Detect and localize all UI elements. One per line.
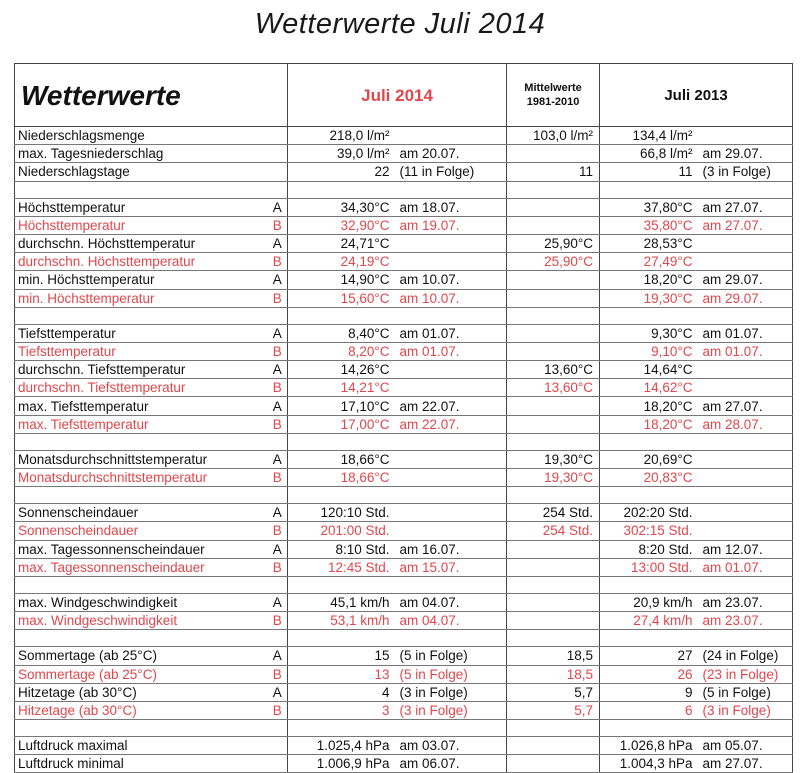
juli-2014-value: 14,90°C: [288, 271, 392, 289]
juli-2014-value: 12:45 Std.: [288, 558, 392, 576]
juli-2014-value: 14,21°C: [288, 379, 392, 397]
spacer-cell: [288, 307, 392, 324]
juli-2014-note: am 01.07.: [392, 324, 507, 342]
juli-2014-note: [392, 522, 507, 540]
spacer-row: [15, 576, 793, 593]
juli-2013-note: [695, 127, 793, 145]
row-label: Niederschlagstage: [15, 163, 268, 181]
spacer-cell: [392, 720, 507, 737]
spacer-cell: [288, 576, 392, 593]
juli-2014-note: am 16.07.: [392, 540, 507, 558]
juli-2013-note: am 27.07.: [695, 755, 793, 773]
station-code: A: [268, 450, 288, 468]
spacer-cell: [600, 433, 695, 450]
spacer-cell: [695, 630, 793, 647]
juli-2013-note: (5 in Folge): [695, 683, 793, 701]
table-row: [15, 127, 793, 145]
row-label: min. Höchsttemperatur: [15, 289, 268, 307]
juli-2013-value: 20,9 km/h: [600, 593, 695, 611]
row-label: Tiefsttemperatur: [15, 324, 268, 342]
juli-2013-note: am 23.07.: [695, 593, 793, 611]
spacer-cell: [600, 181, 695, 198]
spacer-cell: [268, 307, 288, 324]
row-label: Sommertage (ab 25°C): [15, 647, 268, 665]
juli-2013-note: (23 in Folge): [695, 665, 793, 683]
station-code: B: [268, 612, 288, 630]
mittelwert-value: [507, 755, 600, 773]
table-row: [15, 163, 793, 181]
juli-2014-note: (3 in Folge): [392, 701, 507, 719]
juli-2013-note: am 01.07.: [695, 342, 793, 360]
juli-2014-note: am 01.07.: [392, 342, 507, 360]
spacer-cell: [288, 630, 392, 647]
table-row: [15, 379, 793, 397]
spacer-cell: [507, 433, 600, 450]
mittelwert-value: 19,30°C: [507, 469, 600, 487]
spacer-cell: [15, 307, 268, 324]
juli-2013-note: [695, 469, 793, 487]
spacer-cell: [392, 487, 507, 504]
juli-2014-value: 17,00°C: [288, 415, 392, 433]
weather-table-body: [15, 64, 793, 773]
juli-2014-note: [392, 234, 507, 252]
station-code: B: [268, 289, 288, 307]
header-juli-2013: Juli 2013: [600, 64, 793, 127]
spacer-cell: [268, 181, 288, 198]
mittelwert-value: [507, 415, 600, 433]
row-label: Hitzetage (ab 30°C): [15, 701, 268, 719]
juli-2014-value: 1.025,4 hPa: [288, 737, 392, 755]
mittelwert-value: 19,30°C: [507, 450, 600, 468]
juli-2013-note: am 05.07.: [695, 737, 793, 755]
spacer-row: [15, 307, 793, 324]
juli-2014-value: 218,0 l/m²: [288, 127, 392, 145]
row-label: Sonnenscheindauer: [15, 522, 268, 540]
row-label: Monatsdurchschnittstemperatur: [15, 469, 268, 487]
juli-2013-note: [695, 361, 793, 379]
mittelwert-value: 103,0 l/m²: [507, 127, 600, 145]
spacer-cell: [392, 181, 507, 198]
juli-2013-note: am 27.07.: [695, 198, 793, 216]
juli-2014-value: 17,10°C: [288, 397, 392, 415]
station-code: B: [268, 216, 288, 234]
station-code: B: [268, 342, 288, 360]
spacer-cell: [695, 720, 793, 737]
juli-2014-note: [392, 469, 507, 487]
juli-2013-note: am 01.07.: [695, 324, 793, 342]
table-row: [15, 324, 793, 342]
row-label: Monatsdurchschnittstemperatur: [15, 450, 268, 468]
juli-2014-value: 45,1 km/h: [288, 593, 392, 611]
station-code: [268, 145, 288, 163]
mittelwert-value: 18,5: [507, 647, 600, 665]
table-row: [15, 289, 793, 307]
juli-2013-value: 6: [600, 701, 695, 719]
table-row: [15, 665, 793, 683]
table-row: [15, 504, 793, 522]
mittelwert-value: [507, 145, 600, 163]
juli-2013-note: am 12.07.: [695, 540, 793, 558]
juli-2014-note: am 10.07.: [392, 271, 507, 289]
juli-2014-value: 4: [288, 683, 392, 701]
mittelwert-value: [507, 593, 600, 611]
juli-2014-note: [392, 127, 507, 145]
spacer-cell: [600, 307, 695, 324]
station-code: B: [268, 253, 288, 271]
station-code: [268, 127, 288, 145]
table-row: [15, 737, 793, 755]
spacer-cell: [392, 576, 507, 593]
table-row: [15, 683, 793, 701]
mittelwert-value: 5,7: [507, 701, 600, 719]
juli-2014-note: [392, 379, 507, 397]
row-label: max. Tagessonnenscheindauer: [15, 540, 268, 558]
mittelwert-value: 13,60°C: [507, 379, 600, 397]
station-code: A: [268, 397, 288, 415]
juli-2013-value: 8:20 Std.: [600, 540, 695, 558]
station-code: B: [268, 558, 288, 576]
spacer-cell: [695, 433, 793, 450]
mittelwert-value: [507, 737, 600, 755]
table-row: [15, 647, 793, 665]
juli-2013-value: 1.004,3 hPa: [600, 755, 695, 773]
table-row: [15, 540, 793, 558]
station-code: [268, 755, 288, 773]
table-row: [15, 558, 793, 576]
juli-2013-value: 9,10°C: [600, 342, 695, 360]
spacer-cell: [268, 630, 288, 647]
table-row: [15, 271, 793, 289]
row-label: durchschn. Tiefsttemperatur: [15, 379, 268, 397]
spacer-cell: [288, 487, 392, 504]
row-label: Höchsttemperatur: [15, 216, 268, 234]
station-code: B: [268, 379, 288, 397]
station-code: A: [268, 504, 288, 522]
station-code: A: [268, 324, 288, 342]
table-row: [15, 415, 793, 433]
juli-2013-value: 19,30°C: [600, 289, 695, 307]
juli-2014-note: [392, 361, 507, 379]
row-label: Luftdruck maximal: [15, 737, 268, 755]
station-code: B: [268, 415, 288, 433]
juli-2013-note: [695, 253, 793, 271]
spacer-row: [15, 181, 793, 198]
juli-2013-value: 27: [600, 647, 695, 665]
spacer-cell: [507, 307, 600, 324]
juli-2013-value: 9: [600, 683, 695, 701]
table-row: [15, 469, 793, 487]
juli-2014-note: [392, 253, 507, 271]
spacer-cell: [288, 433, 392, 450]
juli-2014-value: 22: [288, 163, 392, 181]
juli-2013-value: 37,80°C: [600, 198, 695, 216]
juli-2013-value: 202:20 Std.: [600, 504, 695, 522]
spacer-cell: [268, 576, 288, 593]
spacer-cell: [15, 630, 268, 647]
juli-2014-value: 18,66°C: [288, 450, 392, 468]
juli-2014-value: 15,60°C: [288, 289, 392, 307]
spacer-cell: [268, 720, 288, 737]
table-row: [15, 361, 793, 379]
spacer-cell: [392, 630, 507, 647]
table-row: [15, 253, 793, 271]
juli-2013-note: [695, 234, 793, 252]
juli-2013-note: am 01.07.: [695, 558, 793, 576]
juli-2014-note: (5 in Folge): [392, 665, 507, 683]
spacer-cell: [15, 720, 268, 737]
row-label: min. Höchsttemperatur: [15, 271, 268, 289]
mittelwert-value: 13,60°C: [507, 361, 600, 379]
row-label: durchschn. Höchsttemperatur: [15, 253, 268, 271]
station-code: A: [268, 593, 288, 611]
row-label: durchschn. Höchsttemperatur: [15, 234, 268, 252]
row-label: max. Tagesniederschlag: [15, 145, 268, 163]
station-code: A: [268, 271, 288, 289]
spacer-cell: [600, 720, 695, 737]
juli-2013-note: [695, 379, 793, 397]
spacer-cell: [15, 487, 268, 504]
juli-2013-note: am 27.07.: [695, 397, 793, 415]
juli-2013-note: am 27.07.: [695, 216, 793, 234]
weather-table: [14, 63, 793, 773]
juli-2013-note: (3 in Folge): [695, 163, 793, 181]
station-code: B: [268, 469, 288, 487]
juli-2014-value: 18,66°C: [288, 469, 392, 487]
juli-2014-value: 24,71°C: [288, 234, 392, 252]
juli-2013-value: 27,4 km/h: [600, 612, 695, 630]
header-mittelwerte-label: Mittelwerte: [524, 82, 582, 94]
header-mittelwerte-period: 1981-2010: [526, 96, 580, 108]
juli-2014-value: 39,0 l/m²: [288, 145, 392, 163]
mittelwert-value: [507, 271, 600, 289]
mittelwert-value: 5,7: [507, 683, 600, 701]
table-row: [15, 216, 793, 234]
station-code: B: [268, 522, 288, 540]
juli-2013-value: 13:00 Std.: [600, 558, 695, 576]
spacer-cell: [288, 720, 392, 737]
juli-2014-note: am 20.07.: [392, 145, 507, 163]
juli-2013-value: 11: [600, 163, 695, 181]
juli-2013-value: 20,83°C: [600, 469, 695, 487]
table-row: [15, 593, 793, 611]
spacer-cell: [695, 576, 793, 593]
juli-2014-note: [392, 450, 507, 468]
juli-2014-value: 13: [288, 665, 392, 683]
juli-2013-note: (3 in Folge): [695, 701, 793, 719]
table-row: [15, 701, 793, 719]
juli-2014-value: 8,40°C: [288, 324, 392, 342]
row-label: Sonnenscheindauer: [15, 504, 268, 522]
spacer-cell: [695, 487, 793, 504]
juli-2013-value: 9,30°C: [600, 324, 695, 342]
table-row: [15, 755, 793, 773]
mittelwert-value: [507, 612, 600, 630]
mittelwert-value: [507, 342, 600, 360]
juli-2013-note: am 28.07.: [695, 415, 793, 433]
spacer-row: [15, 433, 793, 450]
juli-2014-note: am 10.07.: [392, 289, 507, 307]
juli-2013-value: 66,8 l/m²: [600, 145, 695, 163]
juli-2014-value: 15: [288, 647, 392, 665]
row-label: Hitzetage (ab 30°C): [15, 683, 268, 701]
row-label: Tiefsttemperatur: [15, 342, 268, 360]
mittelwert-value: [507, 397, 600, 415]
station-code: A: [268, 683, 288, 701]
table-row: [15, 145, 793, 163]
spacer-cell: [507, 181, 600, 198]
row-label: max. Windgeschwindigkeit: [15, 612, 268, 630]
juli-2013-note: [695, 504, 793, 522]
juli-2013-value: 18,20°C: [600, 415, 695, 433]
spacer-cell: [507, 487, 600, 504]
juli-2013-value: 20,69°C: [600, 450, 695, 468]
row-label: Luftdruck minimal: [15, 755, 268, 773]
spacer-cell: [392, 307, 507, 324]
juli-2014-note: am 15.07.: [392, 558, 507, 576]
mittelwert-value: [507, 540, 600, 558]
row-label: durchschn. Tiefsttemperatur: [15, 361, 268, 379]
mittelwert-value: 254 Std.: [507, 504, 600, 522]
table-header-row: [15, 64, 793, 127]
juli-2014-note: (3 in Folge): [392, 683, 507, 701]
juli-2014-value: 1.006,9 hPa: [288, 755, 392, 773]
juli-2014-value: 32,90°C: [288, 216, 392, 234]
row-label: max. Tiefsttemperatur: [15, 415, 268, 433]
juli-2014-note: (11 in Folge): [392, 163, 507, 181]
spacer-row: [15, 720, 793, 737]
table-row: [15, 342, 793, 360]
spacer-cell: [15, 181, 268, 198]
juli-2014-value: 53,1 km/h: [288, 612, 392, 630]
station-code: A: [268, 198, 288, 216]
spacer-cell: [507, 576, 600, 593]
spacer-row: [15, 487, 793, 504]
mittelwert-value: 25,90°C: [507, 253, 600, 271]
juli-2014-value: 201:00 Std.: [288, 522, 392, 540]
juli-2013-note: (24 in Folge): [695, 647, 793, 665]
spacer-cell: [15, 576, 268, 593]
spacer-cell: [392, 433, 507, 450]
juli-2013-value: 26: [600, 665, 695, 683]
juli-2014-note: am 18.07.: [392, 198, 507, 216]
juli-2014-note: [392, 504, 507, 522]
juli-2014-value: 3: [288, 701, 392, 719]
juli-2013-value: 27,49°C: [600, 253, 695, 271]
juli-2013-value: 18,20°C: [600, 271, 695, 289]
row-label: max. Tiefsttemperatur: [15, 397, 268, 415]
spacer-cell: [600, 630, 695, 647]
juli-2013-value: 35,80°C: [600, 216, 695, 234]
spacer-row: [15, 630, 793, 647]
juli-2014-value: 34,30°C: [288, 198, 392, 216]
juli-2013-value: 18,20°C: [600, 397, 695, 415]
header-mittelwerte: [507, 64, 600, 127]
juli-2014-value: 8,20°C: [288, 342, 392, 360]
mittelwert-value: [507, 198, 600, 216]
juli-2014-note: am 04.07.: [392, 593, 507, 611]
row-label: max. Windgeschwindigkeit: [15, 593, 268, 611]
juli-2014-value: 8:10 Std.: [288, 540, 392, 558]
row-label: max. Tagessonnenscheindauer: [15, 558, 268, 576]
mittelwert-value: [507, 216, 600, 234]
juli-2013-value: 1.026,8 hPa: [600, 737, 695, 755]
juli-2013-note: [695, 522, 793, 540]
table-row: [15, 522, 793, 540]
spacer-cell: [507, 630, 600, 647]
juli-2014-value: 24,19°C: [288, 253, 392, 271]
juli-2014-note: am 22.07.: [392, 397, 507, 415]
header-wetterwerte: Wetterwerte: [15, 64, 288, 127]
juli-2013-value: 134,4 l/m²: [600, 127, 695, 145]
spacer-cell: [600, 576, 695, 593]
juli-2013-note: [695, 450, 793, 468]
spacer-cell: [695, 181, 793, 198]
row-label: Sommertage (ab 25°C): [15, 665, 268, 683]
station-code: A: [268, 647, 288, 665]
juli-2013-note: am 23.07.: [695, 612, 793, 630]
juli-2013-note: am 29.07.: [695, 145, 793, 163]
juli-2014-note: am 19.07.: [392, 216, 507, 234]
juli-2013-value: 302:15 Std.: [600, 522, 695, 540]
spacer-cell: [600, 487, 695, 504]
mittelwert-value: [507, 289, 600, 307]
juli-2014-note: am 03.07.: [392, 737, 507, 755]
spacer-cell: [268, 487, 288, 504]
row-label: Niederschlagsmenge: [15, 127, 268, 145]
station-code: A: [268, 361, 288, 379]
mittelwert-value: 254 Std.: [507, 522, 600, 540]
juli-2013-note: am 29.07.: [695, 289, 793, 307]
document-title: Wetterwerte Juli 2014: [254, 8, 546, 40]
station-code: [268, 163, 288, 181]
spacer-cell: [15, 433, 268, 450]
juli-2014-note: am 04.07.: [392, 612, 507, 630]
spacer-cell: [507, 720, 600, 737]
mittelwert-value: 11: [507, 163, 600, 181]
table-row: [15, 397, 793, 415]
mittelwert-value: 18,5: [507, 665, 600, 683]
station-code: A: [268, 540, 288, 558]
mittelwert-value: 25,90°C: [507, 234, 600, 252]
juli-2013-value: 28,53°C: [600, 234, 695, 252]
station-code: A: [268, 234, 288, 252]
table-row: [15, 450, 793, 468]
station-code: B: [268, 701, 288, 719]
station-code: B: [268, 665, 288, 683]
spacer-cell: [268, 433, 288, 450]
juli-2013-value: 14,62°C: [600, 379, 695, 397]
juli-2014-note: am 22.07.: [392, 415, 507, 433]
juli-2014-value: 14,26°C: [288, 361, 392, 379]
row-label: Höchsttemperatur: [15, 198, 268, 216]
table-row: [15, 612, 793, 630]
spacer-cell: [288, 181, 392, 198]
station-code: [268, 737, 288, 755]
mittelwert-value: [507, 324, 600, 342]
juli-2013-note: am 29.07.: [695, 271, 793, 289]
table-row: [15, 234, 793, 252]
mittelwert-value: [507, 558, 600, 576]
table-row: [15, 198, 793, 216]
juli-2014-note: am 06.07.: [392, 755, 507, 773]
spacer-cell: [695, 307, 793, 324]
juli-2014-note: (5 in Folge): [392, 647, 507, 665]
juli-2014-value: 120:10 Std.: [288, 504, 392, 522]
header-juli-2014: Juli 2014: [288, 64, 507, 127]
juli-2013-value: 14,64°C: [600, 361, 695, 379]
